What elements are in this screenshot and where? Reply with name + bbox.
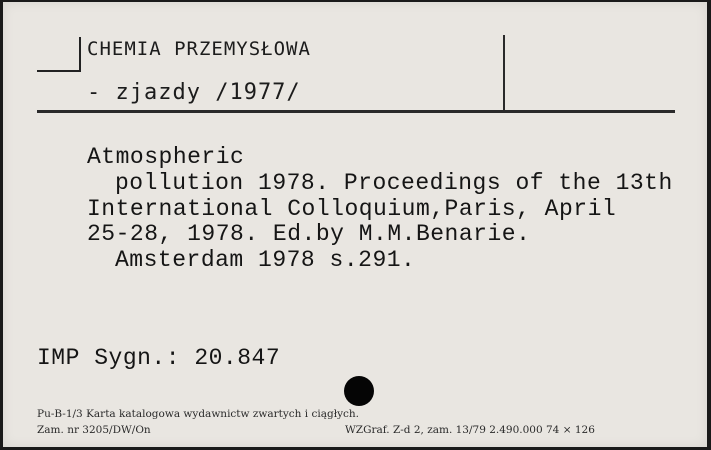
header-column-divider bbox=[503, 35, 505, 113]
entry-line: pollution 1978. Proceedings of the 13th bbox=[115, 170, 673, 196]
subject-heading: CHEMIA PRZEMYSŁOWA bbox=[87, 38, 311, 60]
card-punch-hole bbox=[344, 376, 374, 406]
footer-form-title: Pu-B-1/3 Karta katalogowa wydawnictw zwartych i ciągłych. bbox=[37, 408, 360, 420]
subject-subheading: - zjazdy /1977/ bbox=[87, 80, 301, 105]
entry-line: International Colloquium,Paris, April bbox=[87, 196, 617, 222]
footer-order-number: Zam. nr 3205/DW/On bbox=[37, 424, 151, 436]
footer-printer-info: WZGraf. Z-d 2, zam. 13/79 2.490.000 74 × 126 bbox=[345, 424, 595, 436]
header-rule bbox=[37, 110, 675, 113]
header-corner-mark bbox=[79, 37, 81, 71]
call-number: IMP Sygn.: 20.847 bbox=[37, 345, 281, 371]
entry-line: Amsterdam 1978 s.291. bbox=[115, 247, 416, 273]
catalog-card bbox=[3, 2, 707, 447]
header-corner-underline bbox=[37, 70, 81, 72]
entry-title-line: Atmospheric bbox=[87, 144, 245, 170]
entry-line: 25-28, 1978. Ed.by M.M.Benarie. bbox=[87, 221, 531, 247]
